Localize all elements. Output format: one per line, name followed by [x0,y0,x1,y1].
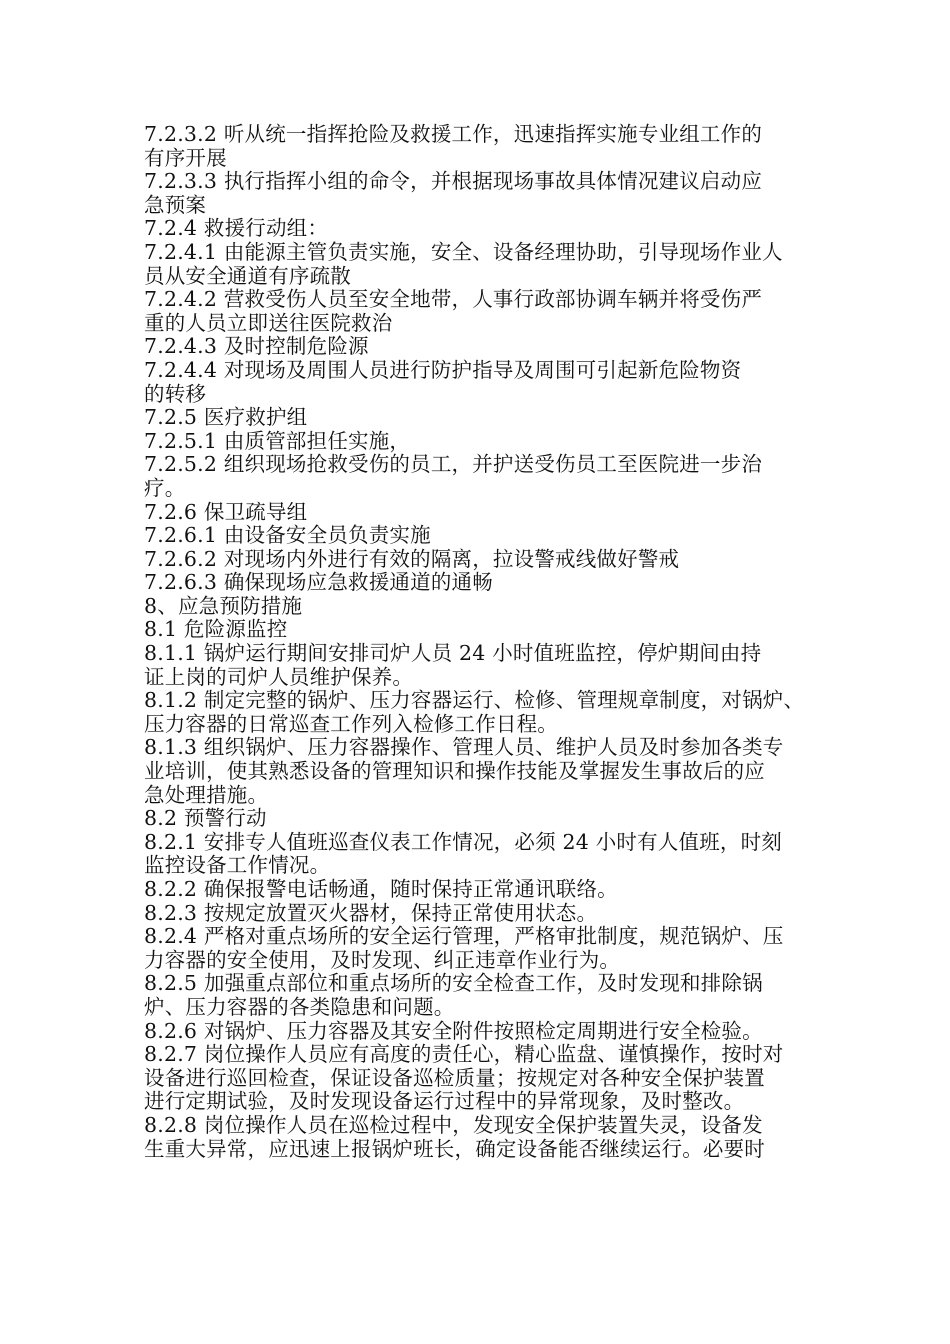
text-line: 监控设备工作情况。 [144,853,331,878]
text-line: 有序开展 [144,145,227,170]
text-line: 的转移 [144,381,207,406]
text-line: 8.2.7 岗位操作人员应有高度的责任心，精心监盘、谨慎操作，按时对 [144,1042,784,1067]
section-heading: 7.2.6 保卫疏导组 [144,499,308,524]
text-line: 8.2.3 按规定放置灭火器材，保持正常使用状态。 [144,900,598,925]
text-line: 8.2.8 岗位操作人员在巡检过程中，发现安全保护装置失灵，设备发 [144,1112,763,1137]
section-heading: 8.1 危险源监控 [144,617,288,642]
text-line: 生重大异常，应迅速上报锅炉班长，确定设备能否继续运行。必要时 [144,1136,765,1161]
text-line: 急处理措施。 [144,782,269,807]
text-line: 设备进行巡回检查，保证设备巡检质量；按规定对各种安全保护装置 [144,1065,765,1090]
text-line: 业培训，使其熟悉设备的管理知识和操作技能及掌握发生事故后的应 [144,759,765,784]
text-line: 7.2.6.3 确保现场应急救援通道的通畅 [144,570,493,595]
section-heading: 8.2 预警行动 [144,806,267,831]
text-line: 8.1.3 组织锅炉、压力容器操作、管理人员、维护人员及时参加各类专 [144,735,784,760]
text-line: 7.2.4.1 由能源主管负责实施，安全、设备经理协助，引导现场作业人 [144,239,783,264]
text-line: 炉、压力容器的各类隐患和问题。 [144,994,455,1019]
text-line: 7.2.5.2 组织现场抢救受伤的员工，并护送受伤员工至医院进一步治 [144,452,763,477]
text-line: 7.2.6.1 由设备安全员负责实施 [144,523,431,548]
text-line: 8.2.4 严格对重点场所的安全运行管理，严格审批制度，规范锅炉、压 [144,924,784,949]
text-line: 急预案 [144,192,207,217]
text-line: 压力容器的日常巡查工作列入检修工作日程。 [144,711,558,736]
section-heading: 7.2.5 医疗救护组 [144,405,308,430]
text-line: 证上岗的司炉人员维护保养。 [144,664,414,689]
text-line: 8.1.1 锅炉运行期间安排司炉人员 24 小时值班监控，停炉期间由持 [144,641,762,666]
text-line: 重的人员立即送往医院救治 [144,310,393,335]
text-line: 7.2.4.3 及时控制危险源 [144,334,369,359]
text-line: 力容器的安全使用，及时发现、纠正违章作业行为。 [144,947,621,972]
text-line: 8.2.5 加强重点部位和重点场所的安全检查工作，及时发现和排除锅 [144,971,763,996]
text-line: 疗。 [144,475,186,500]
text-line: 7.2.6.2 对现场内外进行有效的隔离，拉设警戒线做好警戒 [144,546,680,571]
text-line: 8.2.2 确保报警电话畅通，随时保持正常通讯联络。 [144,877,618,901]
text-line: 7.2.3.3 执行指挥小组的命令，并根据现场事故具体情况建议启动应 [144,169,763,194]
chapter-heading: 8、应急预防措施 [144,593,303,618]
text-line: 进行定期试验，及时发现设备运行过程中的异常现象，及时整改。 [144,1089,745,1114]
text-line: 8.1.2 制定完整的锅炉、压力容器运行、检修、管理规章制度，对锅炉、 [144,688,805,713]
text-line: 8.2.1 安排专人值班巡查仪表工作情况，必须 24 小时有人值班，时刻 [144,829,782,854]
document-page [144,123,814,1161]
text-line: 员从安全通道有序疏散 [144,263,351,288]
text-line: 7.2.4.2 营救受伤人员至安全地带，人事行政部协调车辆并将受伤严 [144,287,763,312]
text-line: 7.2.3.2 听从统一指挥抢险及救援工作，迅速指挥实施专业组工作的 [144,122,763,146]
section-heading: 7.2.4 救援行动组： [144,216,329,241]
text-line: 7.2.5.1 由质管部担任实施， [144,428,411,453]
text-line: 7.2.4.4 对现场及周围人员进行防护指导及周围可引起新危险物资 [144,357,742,382]
text-line: 8.2.6 对锅炉、压力容器及其安全附件按照检定周期进行安全检验。 [144,1018,763,1043]
